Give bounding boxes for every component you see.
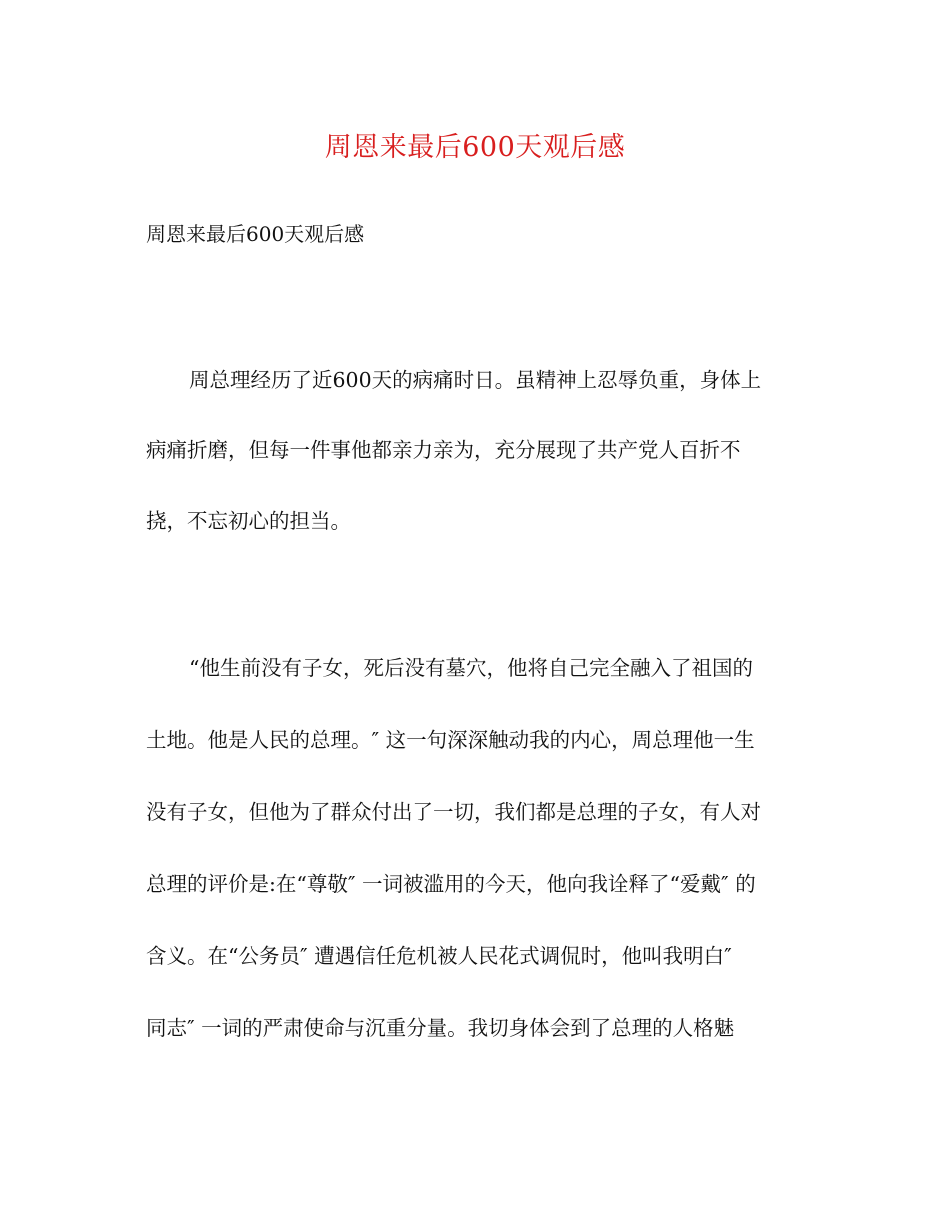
paragraph-line: 总理的评价是:在“尊敬″ 一词被滥用的今天，他向我诠释了“爱戴″ 的	[146, 872, 756, 896]
paragraph-line: 周总理经历了近600天的病痛时日。虽精神上忍辱负重，身体上	[189, 368, 762, 392]
paragraph-line: 同志″ 一词的严肃使命与沉重分量。我切身体会到了总理的人格魅	[146, 1016, 735, 1040]
paragraph-line: 含义。在“公务员″ 遭遇信任危机被人民花式调侃时，他叫我明白″	[146, 944, 732, 968]
paragraph-line: 病痛折磨，但每一件事他都亲力亲为，充分展现了共产党人百折不	[146, 438, 741, 462]
paragraph-line: 没有子女，但他为了群众付出了一切，我们都是总理的子女，有人对	[146, 800, 761, 824]
paragraph-line: 挠，不忘初心的担当。	[146, 509, 351, 533]
document-title: 周恩来最后600天观后感	[324, 132, 626, 163]
document-subtitle: 周恩来最后600天观后感	[146, 222, 365, 246]
paragraph-line: 土地。他是人民的总理。″ 这一句深深触动我的内心，周总理他一生	[146, 728, 755, 752]
paragraph-line: “他生前没有子女，死后没有墓穴，他将自己完全融入了祖国的	[189, 656, 753, 680]
